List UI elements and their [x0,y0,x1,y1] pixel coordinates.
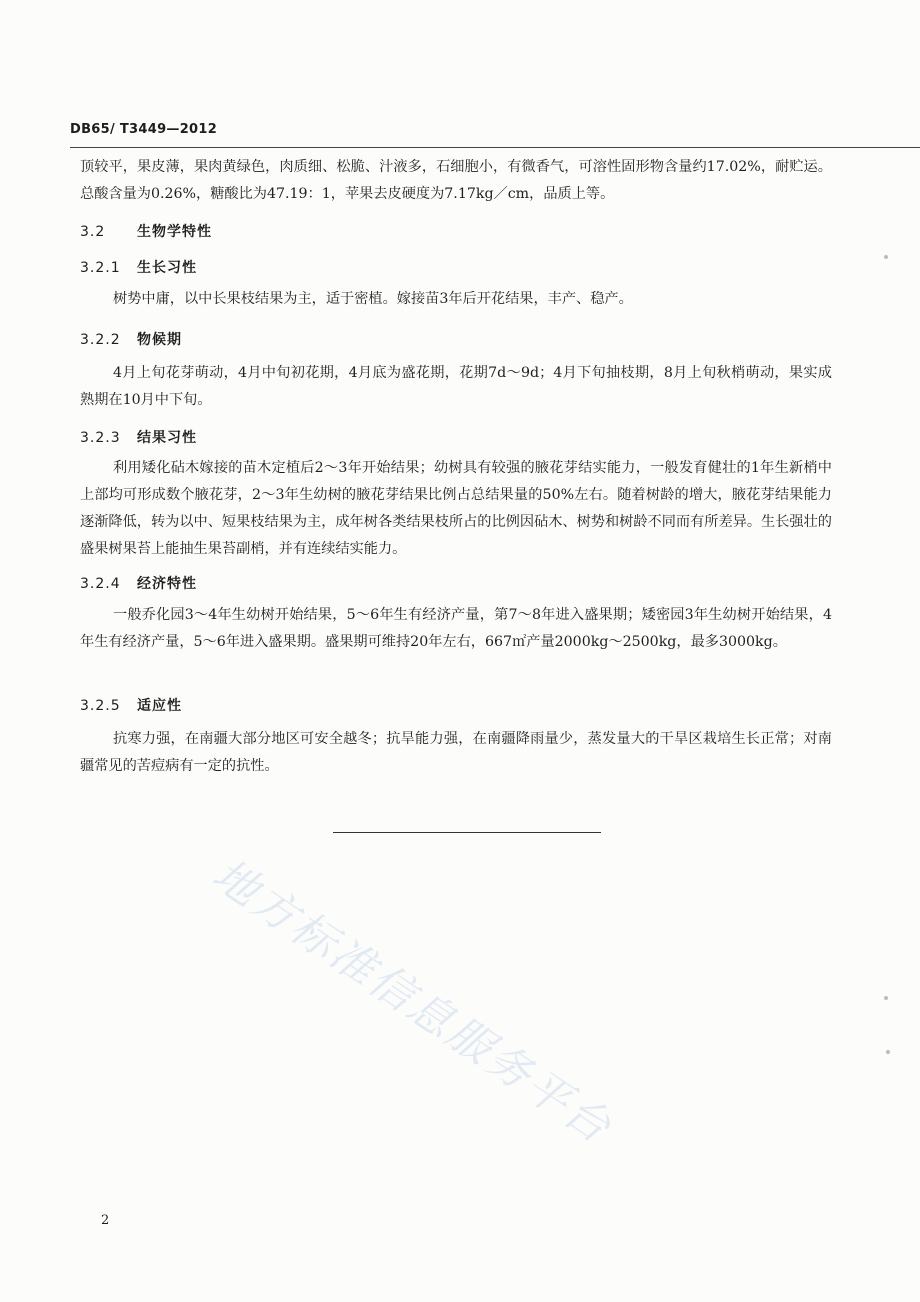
end-of-document-rule [333,832,601,833]
section-paragraph-3-2-3: 利用矮化砧木嫁接的苗木定植后2～3年开始结果；幼树具有较强的腋花芽结实能力，一般发育健壮的1年生新梢中上部均可形成数个腋花芽，2～3年生幼树的腋花芽结果比例占总结果量的50%左右。随着树龄的增大，腋花芽结果能力逐渐降低，转为以中、短果枝结果为主，成年树各类结果枝所占的比例因砧木、树势和树龄不同而有所差异。生长强壮的盛果树果苔上能抽生果苔副梢，并有连续结实能力。 [80,460,832,557]
section-heading-3-2-2 [80,330,182,350]
section-heading-3-2-5 [80,696,182,716]
section-number: 3.2 [80,224,106,240]
section-title: 生物学特性 [137,224,212,240]
watermark: 地方标准信息服务平台 [203,849,622,1155]
section-title: 结果习性 [137,430,197,446]
section-title: 经济特性 [137,576,197,592]
section-number: 3.2.4 [80,576,121,592]
scan-speck [884,255,888,259]
section-number: 3.2.1 [80,260,121,276]
page-number: 2 [101,1213,110,1228]
section-heading-3-2-1 [80,258,197,278]
section-number: 3.2.3 [80,430,121,446]
section-title: 生长习性 [137,260,197,276]
section-title: 适应性 [137,698,182,714]
section-paragraph-3-2-5: 抗寒力强，在南疆大部分地区可安全越冬；抗旱能力强，在南疆降雨量少，蒸发量大的干旱区栽培生长正常；对南疆常见的苦痘病有一定的抗性。 [80,731,832,774]
section-number: 3.2.5 [80,698,121,714]
scan-speck [886,1050,890,1054]
section-heading-3-2 [80,222,212,242]
section-paragraph-3-2-4: 一般乔化园3～4年生幼树开始结果，5～6年生有经济产量，第7～8年进入盛果期；矮密园3年生幼树开始结果，4年生有经济产量，5～6年进入盛果期。盛果期可维持20年左右，667㎡产量2000kg～2500kg，最多3000kg。 [80,607,832,650]
scan-speck [884,996,888,1000]
header-rule [70,147,920,148]
section-title: 物候期 [137,332,182,348]
section-heading-3-2-3 [80,428,197,448]
section-number: 3.2.2 [80,332,121,348]
section-paragraph-3-2-2: 4月上旬花芽萌动，4月中旬初花期，4月底为盛花期，花期7d～9d；4月下旬抽枝期，8月上旬秋梢萌动，果实成熟期在10月中下旬。 [80,365,832,408]
document-header-code: DB65/ T3449—2012 [70,122,218,137]
section-heading-3-2-4 [80,574,197,594]
continuation-paragraph: 顶较平，果皮薄，果肉黄绿色，肉质细、松脆、汁液多，石细胞小，有微香气，可溶性固形物含量约17.02%，耐贮运。总酸含量为0.26%，糖酸比为47.19：1，苹果去皮硬度为7.17kg／cm，品质上等。 [80,159,832,202]
section-paragraph-3-2-1: 树势中庸，以中长果枝结果为主，适于密植。嫁接苗3年后开花结果，丰产、稳产。 [113,291,633,307]
